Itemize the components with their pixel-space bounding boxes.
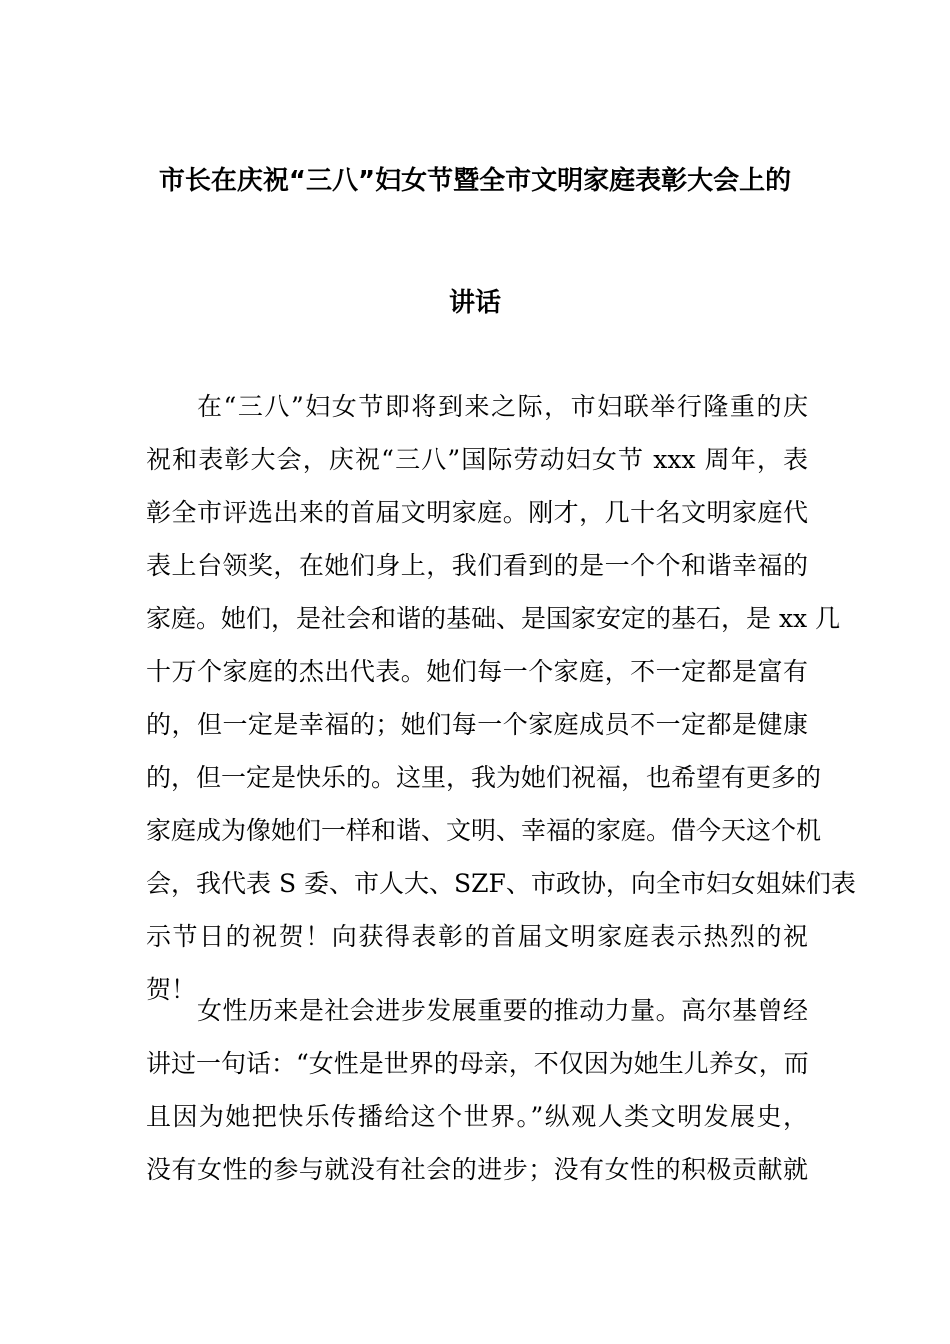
paragraph-line: 表上台领奖，在她们身上，我们看到的是一个个和谐幸福的 — [146, 551, 808, 580]
paragraph-line: 会，我代表 S 委、市人大、SZF、市政协，向全市妇女姐妹们表 — [146, 869, 856, 898]
paragraph-line: 贺！ — [146, 975, 197, 1004]
paragraph-2 — [146, 984, 808, 1196]
paragraph-line: 在“三八”妇女节即将到来之际，市妇联举行隆重的庆 — [197, 392, 808, 421]
paragraph-line: 的，但一定是快乐的。这里，我为她们祝福，也希望有更多的 — [146, 763, 822, 792]
paragraph-line: 女性历来是社会进步发展重要的推动力量。高尔基曾经 — [197, 996, 808, 1025]
paragraph-line: 没有女性的参与就没有社会的进步；没有女性的积极贡献就 — [146, 1155, 808, 1184]
paragraph-line: 家庭。她们，是社会和谐的基础、是国家安定的基石，是 xx 几 — [146, 604, 841, 633]
paragraph-line: 讲过一句话：“女性是世界的母亲，不仅因为她生儿养女，而 — [146, 1049, 809, 1078]
paragraph-line: 示节日的祝贺！向获得表彰的首届文明家庭表示热烈的祝 — [146, 922, 808, 951]
document-title-line-1: 市长在庆祝“三八”妇女节暨全市文明家庭表彰大会上的 — [158, 166, 792, 196]
paragraph-line: 且因为她把快乐传播给这个世界。”纵观人类文明发展史， — [146, 1102, 808, 1131]
paragraph-line: 十万个家庭的杰出代表。她们每一个家庭，不一定都是富有 — [146, 657, 808, 686]
paragraph-line: 彰全市评选出来的首届文明家庭。刚才，几十名文明家庭代 — [146, 498, 808, 527]
paragraph-line: 家庭成为像她们一样和谐、文明、幸福的家庭。借今天这个机 — [146, 816, 822, 845]
paragraph-1 — [146, 380, 856, 1016]
paragraph-line: 的，但一定是幸福的；她们每一个家庭成员不一定都是健康 — [146, 710, 808, 739]
paragraph-line: 祝和表彰大会，庆祝“三八”国际劳动妇女节 xxx 周年，表 — [146, 445, 808, 474]
document-title-line-2: 讲话 — [448, 288, 501, 318]
